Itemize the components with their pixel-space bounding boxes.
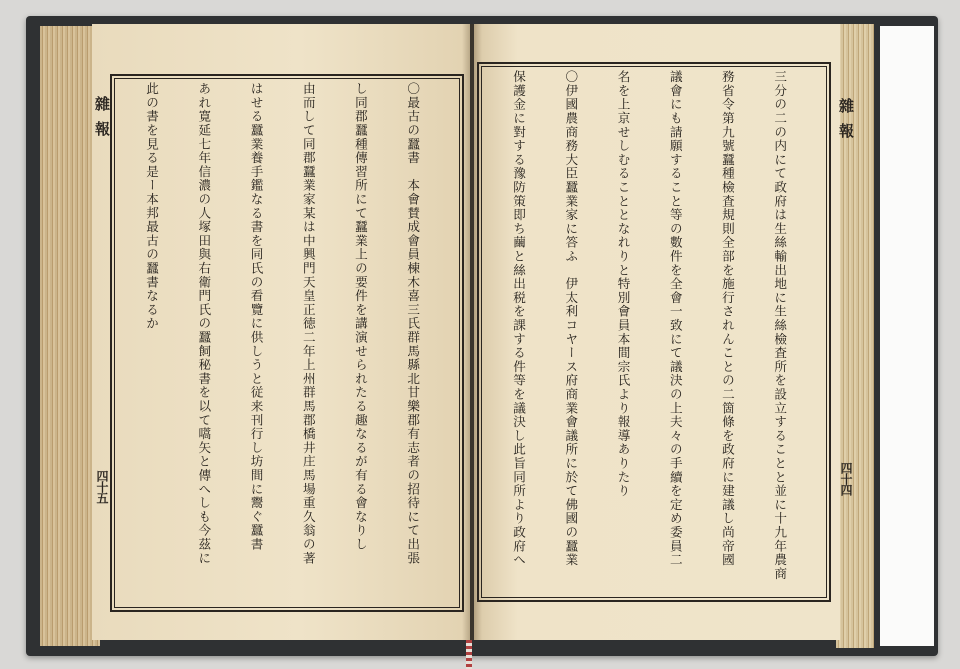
- text-line: 議會にも請願すること等の數件を全會一致にて議決の上夫々の手續を定め委員二: [667, 70, 683, 567]
- left-body-text: [118, 82, 456, 604]
- right-body-text: [485, 70, 823, 594]
- text-line: 名を上京せしむることとなれりと特別會員本間宗氏より報導ありたり: [615, 70, 631, 498]
- text-line: はせる蠶業養手鑑なる書を同氏の看覽に供しうと従来刊行し坊間に鬻ぐ蠶書: [248, 82, 264, 552]
- right-running-header: 雜報: [837, 98, 855, 148]
- bookmark-ribbon: [466, 640, 472, 669]
- backing-sheet: [880, 26, 934, 646]
- right-page-number: 四十四: [839, 462, 853, 495]
- text-line: あれ寛延七年信濃の人塚田與右衛門氏の蠶飼秘書を以て嚆矢と傳へしも今茲に: [196, 82, 212, 565]
- left-page-edges: [40, 26, 100, 646]
- text-line: 務省令第九號蠶種檢査規則全部を施行されんことの二箇條を政府に建議し尚帝國: [719, 70, 735, 567]
- text-line: 〇最古の蠶書 本會賛成會員棟木喜三氏群馬縣北甘樂郡有志者の招待にて出張: [405, 82, 421, 565]
- left-running-header: 雜報: [93, 96, 111, 146]
- text-line: 三分の二の内にて政府は生絲輸出地に生絲檢査所を設立することと並に十九年農商: [772, 70, 788, 581]
- text-line: 由而して同郡蠶業家某は中興門天皇正徳二年上州群馬郡橋井庄馬場重久翁の著: [300, 82, 316, 565]
- text-line: 保護金に對する豫防策即ち繭と絲出税を課する件等を議決し此旨同所より政府へ: [511, 70, 527, 567]
- text-line: 〇伊國農商務大臣蠶業家に答ふ 伊太利コヤース府商業會議所に於て佛國の蠶業: [563, 70, 579, 567]
- left-page-number: 四十五: [95, 470, 109, 503]
- text-line: し同郡蠶種傳習所にて蠶業上の要件を講演せられたる趣なるが有る會なりし: [352, 82, 368, 552]
- text-line: 此の書を見る是ー本邦最古の蠶書なるか: [144, 82, 160, 331]
